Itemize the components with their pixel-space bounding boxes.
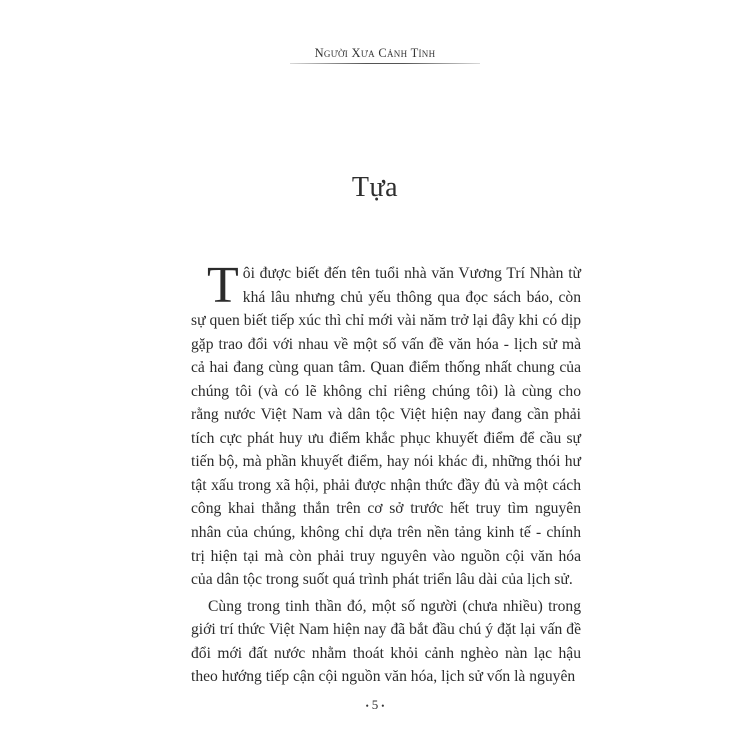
page-marker-right: •	[381, 701, 385, 712]
header-rule	[290, 63, 480, 64]
page-number-area	[0, 697, 750, 713]
paragraph-1	[191, 257, 581, 592]
paragraph-1-text: ôi được biết đến tên tuổi nhà văn Vương Trí Nhàn từ khá lâu nhưng chủ yếu thông qua đọc sách báo, còn sự quen biết tiếp xúc thì chỉ mới vài năm trở lại đây khi có dịp gặp trao đổi với nhau về một số vấn đề văn hóa - lịch sử mà cả hai đang cùng quan tâm. Quan điểm thống nhất chung của chúng tôi (và có lẽ không chỉ riêng chúng tôi) là cùng cho rằng nước Việt Nam và dân tộc Việt hiện nay đang cần phải tích cực phát huy ưu điểm khắc phục khuyết điểm để cầu sự tiến bộ, mà phần khuyết điểm, hay nói khác đi, những thói hư tật xấu trong xã hội, phải được nhận thức đầy đủ và một cách công khai thẳng thắn trên cơ sở trước hết truy tìm nguyên nhân của chúng, không chỉ dựa trên nền tảng kinh tế - chính trị hiện tại mà còn phải truy nguyên vào nguồn cội văn hóa của dân tộc trong suốt quá trình phát triển lâu dài của lịch sử.	[191, 265, 581, 589]
body-text	[191, 257, 581, 689]
drop-cap: T	[207, 257, 239, 314]
running-header: Người Xưa Cảnh Tỉnh	[314, 46, 436, 60]
page-number: 5	[371, 697, 379, 712]
paragraph-2: Cùng trong tinh thần đó, một số người (chưa nhiều) trong giới trí thức Việt Nam hiện nay đã bắt đầu chú ý đặt lại vấn đề đổi mới đất nước nhằm thoát khỏi cảnh nghèo nàn lạc hậu theo hướng tiếp cận cội nguồn văn hóa, lịch sử vốn là nguyên	[191, 597, 581, 686]
chapter-title: Tựa	[351, 172, 399, 203]
page-marker-left: •	[365, 701, 369, 712]
